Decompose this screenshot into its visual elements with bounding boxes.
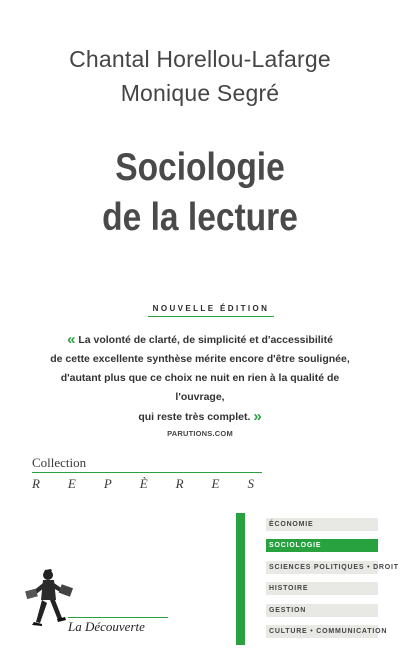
author-name: Monique Segré — [120, 80, 280, 106]
quote-line: qui reste très complet. — [138, 411, 251, 423]
quote-line: d'autant plus que ce choix ne nuit en rien à la qualité de l'ouvrage, — [60, 372, 340, 403]
category-sciences-politiques: SCIENCES POLITIQUES • DROIT — [266, 561, 378, 574]
quote-line: de cette excellente synthèse mérite encore d'être soulignée, — [50, 353, 350, 365]
title-line: Sociologie — [115, 146, 285, 189]
book-title — [28, 143, 372, 243]
quote-source: PARUTIONS.COM — [167, 429, 233, 438]
collection-letter: E — [211, 476, 220, 491]
edition-label: NOUVELLE ÉDITION — [148, 304, 274, 317]
collection-letter: R — [175, 476, 184, 491]
quote-line: La volonté de clarté, de simplicité et d'accessibilité — [78, 334, 333, 346]
collection-letter: P — [103, 476, 112, 491]
authors — [0, 42, 400, 110]
title-line: de la lecture — [102, 196, 298, 239]
accent-bar — [236, 513, 245, 645]
author-name: Chantal Horellou-Lafarge — [69, 46, 331, 72]
collection-letter: S — [247, 476, 254, 491]
review-quote — [40, 330, 360, 441]
category-list — [266, 518, 399, 646]
category-sociologie: SOCIOLOGIE — [266, 539, 378, 552]
publisher-name: La Découverte — [68, 617, 168, 635]
collection-name — [32, 476, 254, 492]
collection-label: Collection — [32, 455, 262, 473]
collection-block — [32, 455, 262, 492]
collection-letter: E — [67, 476, 76, 491]
category-culture: CULTURE • COMMUNICATION — [266, 625, 378, 638]
category-economie: ÉCONOMIE — [266, 518, 378, 531]
open-quote-mark: « — [67, 331, 76, 348]
category-gestion: GESTION — [266, 604, 378, 617]
collection-letter: È — [139, 476, 148, 491]
collection-letter: R — [32, 476, 40, 491]
close-quote-mark: » — [253, 408, 262, 425]
category-histoire: HISTOIRE — [266, 582, 378, 595]
